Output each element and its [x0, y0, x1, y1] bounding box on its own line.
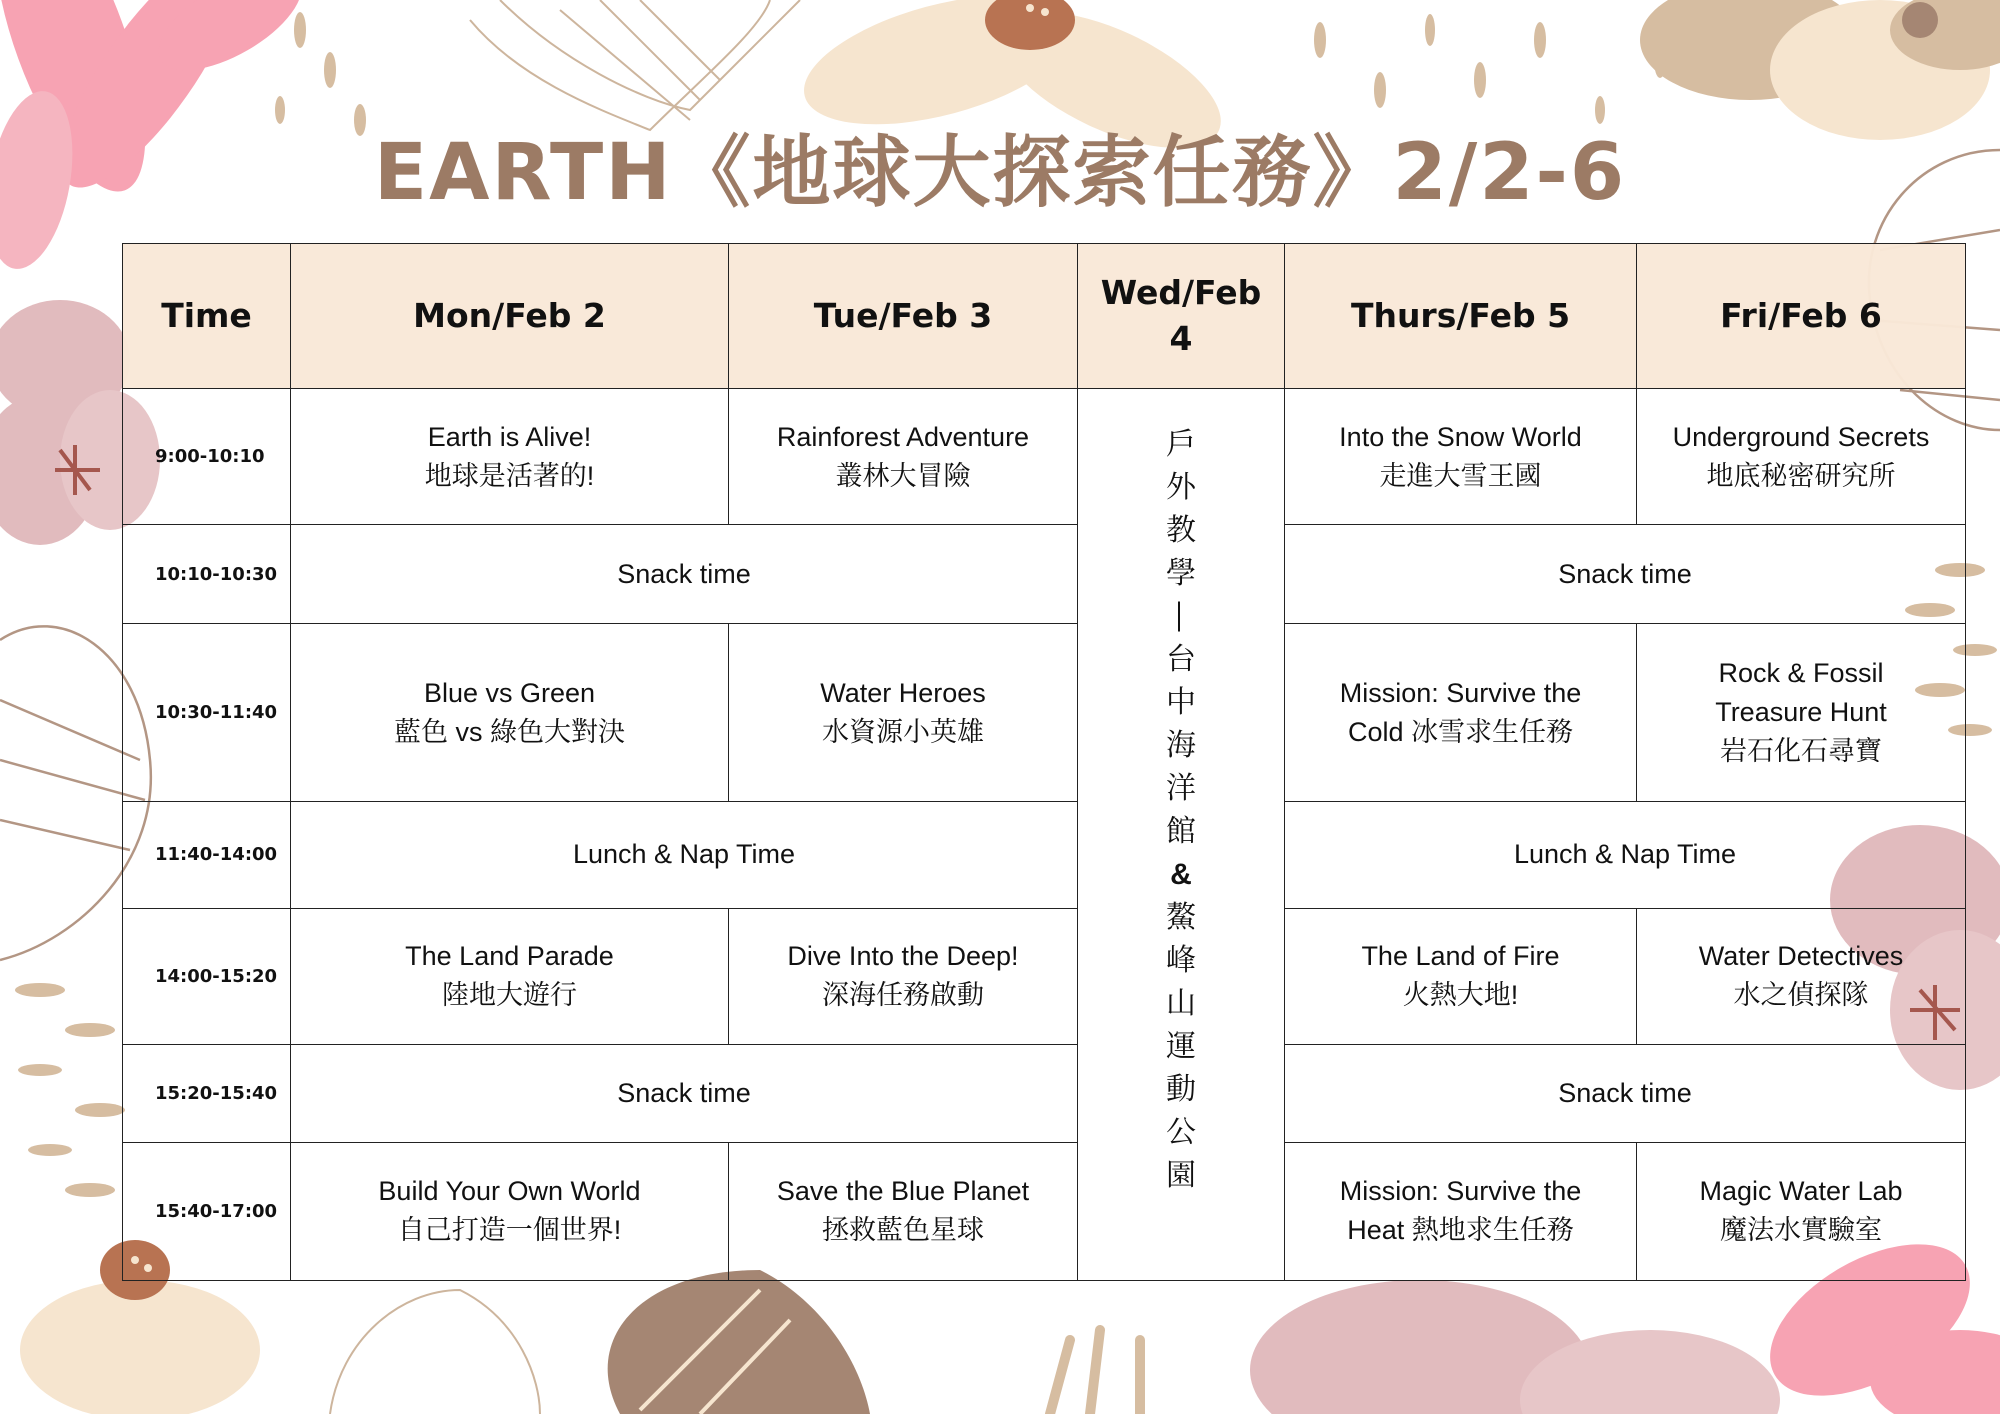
activity-cell-fri — [1637, 1142, 1966, 1280]
header-tue: Tue/Feb 3 — [729, 244, 1078, 389]
activity-en: Mission: Survive the — [1339, 677, 1582, 708]
time-cell: 11:40-14:00 — [123, 802, 291, 908]
activity-en: Build Your Own World — [378, 1176, 641, 1207]
vertical-char: & — [1170, 858, 1192, 891]
activity-zh: 水資源小英雄 — [822, 716, 984, 747]
vertical-char: 公 — [1166, 1116, 1196, 1149]
activity-cell-fri — [1637, 389, 1966, 525]
header-mon: Mon/Feb 2 — [291, 244, 729, 389]
time-cell: 10:10-10:30 — [123, 525, 291, 624]
activity-cell-tue — [729, 908, 1078, 1044]
vertical-char: 山 — [1166, 987, 1196, 1020]
table-row — [123, 802, 1966, 908]
activity-cell-thu — [1285, 908, 1637, 1044]
snack-cell-thu-fri: Snack time — [1285, 525, 1966, 624]
activity-cell-tue — [729, 624, 1078, 802]
activity-en: Underground Secrets — [1672, 421, 1930, 452]
activity-en: The Land of Fire — [1361, 941, 1560, 972]
activity-en2: Treasure Hunt — [1715, 697, 1887, 728]
vertical-char: 洋 — [1166, 772, 1196, 805]
table-row — [123, 389, 1966, 525]
vertical-char: 運 — [1166, 1030, 1196, 1063]
activity-cell-thu — [1285, 1142, 1637, 1280]
vertical-char: 台 — [1166, 643, 1196, 676]
wednesday-field-trip-text — [1084, 423, 1278, 1197]
activity-en: Water Heroes — [820, 677, 986, 708]
activity-cell-thu — [1285, 624, 1637, 802]
activity-zh: 深海任務啟動 — [822, 980, 984, 1011]
header-wed-line2: 4 — [1169, 319, 1193, 358]
activity-zh: 走進大雪王國 — [1379, 460, 1542, 491]
lunch-cell-mon-tue: Lunch & Nap Time — [291, 802, 1078, 908]
table-row — [123, 525, 1966, 624]
activity-cell-tue — [729, 389, 1078, 525]
activity-zh: 藍色 vs 綠色大對決 — [393, 716, 625, 747]
schedule-table — [122, 243, 1966, 1281]
activity-zh: 岩石化石尋寶 — [1720, 736, 1882, 767]
table-row — [123, 624, 1966, 802]
page-title: EARTH《地球大探索任務》2/2-6 — [373, 128, 1627, 218]
activity-cell-mon — [291, 389, 729, 525]
vertical-char: — — [1164, 601, 1198, 632]
activity-cell-tue — [729, 1142, 1078, 1280]
activity-cell-fri — [1637, 908, 1966, 1044]
vertical-char: 海 — [1166, 729, 1196, 762]
activity-cell-thu — [1285, 389, 1637, 525]
activity-en: Into the Snow World — [1339, 421, 1582, 452]
vertical-char: 動 — [1166, 1073, 1196, 1106]
wednesday-field-trip-cell — [1078, 389, 1285, 1281]
activity-en: Earth is Alive! — [427, 421, 592, 452]
activity-en: Mission: Survive the — [1339, 1176, 1582, 1207]
activity-zh: Heat 熱地求生任務 — [1347, 1215, 1574, 1246]
vertical-char: 教 — [1166, 514, 1196, 547]
vertical-char: 學 — [1166, 557, 1196, 590]
snack-cell-mon-tue: Snack time — [291, 1044, 1078, 1142]
table-row — [123, 908, 1966, 1044]
activity-zh: 拯救藍色星球 — [822, 1215, 984, 1246]
time-cell: 15:40-17:00 — [123, 1142, 291, 1280]
time-cell: 14:00-15:20 — [123, 908, 291, 1044]
activity-cell-mon — [291, 624, 729, 802]
header-fri: Fri/Feb 6 — [1637, 244, 1966, 389]
vertical-char: 鰲 — [1166, 901, 1196, 934]
activity-zh: 地球是活著的! — [424, 460, 595, 491]
leaf-outline-top-icon — [470, 0, 800, 130]
activity-zh: 水之偵探隊 — [1733, 980, 1869, 1011]
vertical-char: 中 — [1166, 686, 1196, 719]
activity-cell-mon — [291, 908, 729, 1044]
vertical-char: 外 — [1166, 471, 1196, 504]
activity-zh: 陸地大遊行 — [442, 980, 577, 1011]
header-time: Time — [123, 244, 291, 389]
header-wed-line1: Wed/Feb — [1100, 273, 1262, 312]
activity-en: Rainforest Adventure — [776, 421, 1030, 452]
vertical-char: 園 — [1166, 1159, 1196, 1192]
header-wed — [1078, 244, 1285, 389]
vertical-char: 峰 — [1166, 944, 1196, 977]
lunch-cell-thu-fri: Lunch & Nap Time — [1285, 802, 1966, 908]
activity-en: The Land Parade — [405, 941, 614, 972]
activity-zh: 魔法水實驗室 — [1720, 1215, 1882, 1246]
header-thu: Thurs/Feb 5 — [1285, 244, 1637, 389]
activity-en: Blue vs Green — [423, 677, 596, 708]
activity-cell-fri — [1637, 624, 1966, 802]
snack-cell-thu-fri: Snack time — [1285, 1044, 1966, 1142]
activity-cell-mon — [291, 1142, 729, 1280]
time-cell: 15:20-15:40 — [123, 1044, 291, 1142]
activity-zh: Cold 冰雪求生任務 — [1347, 716, 1574, 747]
table-row — [123, 1142, 1966, 1280]
activity-en: Rock & Fossil — [1718, 658, 1884, 689]
table-row — [123, 1044, 1966, 1142]
snack-cell-mon-tue: Snack time — [291, 525, 1078, 624]
time-cell: 9:00-10:10 — [123, 389, 291, 525]
time-cell: 10:30-11:40 — [123, 624, 291, 802]
activity-zh: 火熱大地! — [1402, 980, 1519, 1011]
activity-en: Magic Water Lab — [1699, 1176, 1903, 1207]
activity-zh: 叢林大冒險 — [835, 460, 971, 491]
header-row — [123, 244, 1966, 389]
vertical-char: 戶 — [1166, 428, 1196, 461]
vertical-char: 館 — [1166, 815, 1196, 848]
activity-zh: 自己打造一個世界! — [397, 1215, 622, 1246]
activity-en: Save the Blue Planet — [776, 1176, 1030, 1207]
activity-zh: 地底秘密研究所 — [1706, 460, 1896, 491]
activity-en: Water Detectives — [1698, 941, 1904, 972]
activity-en: Dive Into the Deep! — [787, 941, 1019, 972]
